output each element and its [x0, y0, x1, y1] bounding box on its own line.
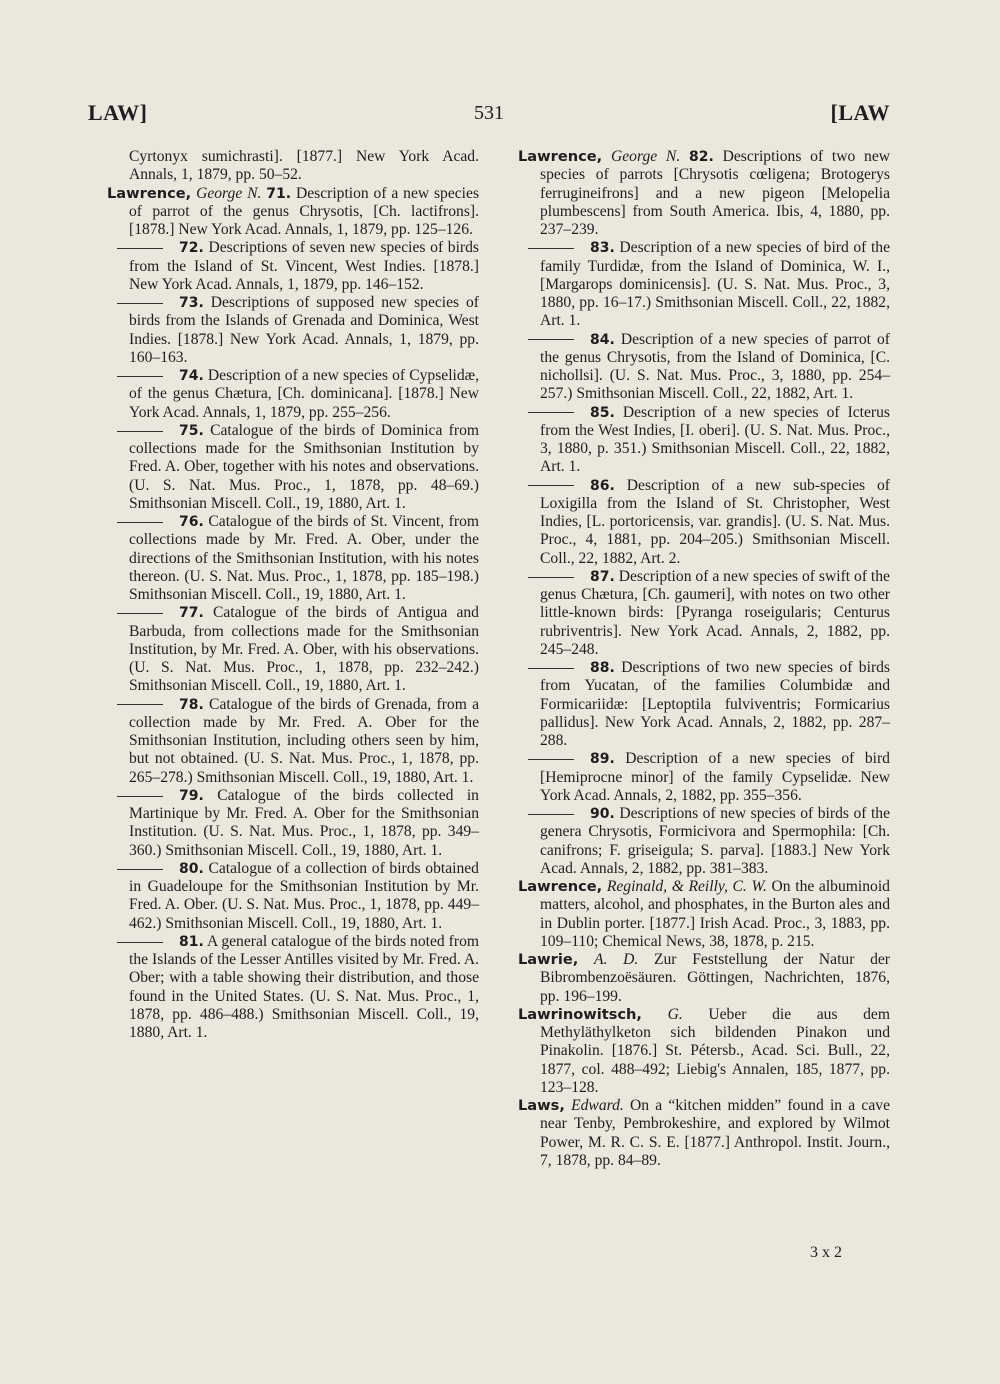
- entry-75: 75. Catalogue of the birds of Dominica from collections made for the Smithsonian Institution by Fred. A. Ober, together with his notes and observations. (U. S. Nat. Mus. Proc., 1, 1878, pp. 48–69.) Smithsonian Miscell. Coll., 19, 1880, Art. 1.: [107, 422, 479, 513]
- entry-81: 81. A general catalogue of the birds noted from the Islands of the Lesser Antilles visited by Mr. Fred. A. Ober; with a table showing their distribution, and those found in the United States. (U. S. Nat. Mus. Proc., 1, 1878, pp. 486–488.) Smithsonian Miscell. Coll., 19, 1880, Art. 1.: [107, 933, 479, 1043]
- signature-mark: 3 x 2: [810, 1244, 842, 1261]
- entry-86: 86. Description of a new sub-species of Loxigilla from the Island of St. Christopher, West Indies, [L. portoricensis, var. grandis]. (U. S. Nat. Mus. Proc., 4, 1881, pp. 204–205.) Smithsonian Miscell. Coll., 22, 1882, Art. 2.: [518, 477, 890, 568]
- right-column: [518, 148, 890, 1170]
- running-header: [88, 100, 890, 140]
- entry-74: 74. Description of a new species of Cypselidæ, of the genus Chætura, [Ch. dominicana]. [1878.] New York Acad. Annals, 1, 1879, pp. 255–256.: [107, 367, 479, 422]
- left-column: [107, 148, 479, 1042]
- entry-continuation: Cyrtonyx sumichrasti]. [1877.] New York Acad. Annals, 1, 1879, pp. 50–52.: [129, 148, 479, 184]
- entry-85: 85. Description of a new species of Icterus from the West Indies, [I. oberi]. (U. S. Nat. Mus. Proc., 3, 1880, p. 351.) Smithsonian Miscell. Coll., 22, 1882, Art. 1.: [518, 404, 890, 477]
- entry-89: 89. Description of a new species of bird [Hemiprocne minor] of the family Cypselidæ. New York Acad. Annals, 2, 1882, pp. 355–356.: [518, 750, 890, 805]
- entry-79: 79. Catalogue of the birds collected in Martinique by Mr. Fred. A. Ober for the Smithsonian Institution. (U. S. Nat. Mus. Proc., 1, 1878, pp. 349–360.) Smithsonian Miscell. Coll., 19, 1880, Art. 1.: [107, 787, 479, 860]
- entry-87: 87. Description of a new species of swift of the genus Chætura, [Ch. gaumeri], with notes on two other little-known birds: [Pyranga roseigularis; Centurus rubriventris]. New York Acad. Annals, 2, 1882, pp. 245–248.: [518, 568, 890, 659]
- entry-laws: Laws, Edward. On a “kitchen midden” found in a cave near Tenby, Pembrokeshire, and explored by Wilmot Power, M. R. C. S. E. [1877.] Anthropol. Instit. Journ., 7, 1878, pp. 84–89.: [518, 1097, 890, 1169]
- entry-88: 88. Descriptions of two new species of birds from Yucatan, of the families Columbidæ and Formicariidæ: [Leptoptila fulviventris; Formicarius pallidus]. New York Acad. Annals, 2, 1882, pp. 287–288.: [518, 659, 890, 750]
- entry-78: 78. Catalogue of the birds of Grenada, from a collection made by Mr. Fred. A. Ober for the Smithsonian Institution, including others seen by him, but not obtained. (U. S. Nat. Mus. Proc., 1, 1878, pp. 265–278.) Smithsonian Miscell. Coll., 19, 1880, Art. 1.: [107, 696, 479, 787]
- entry-71: Lawrence, George N. 71. Description of a new species of parrot of the genus Chrysotis, [Ch. lactifrons]. [1878.] New York Acad. Annals, 1, 1879, pp. 125–126.: [107, 184, 480, 238]
- page-number: 531: [474, 102, 504, 124]
- entry-84: 84. Description of a new species of parrot of the genus Chrysotis, from the Island of Dominica, [C. nichollsi]. (U. S. Nat. Mus. Proc., 3, 1880, pp. 254–257.) Smithsonian Miscell. Coll., 22, 1882, Art. 1.: [518, 331, 890, 404]
- entry-82: Lawrence, George N. 82. Descriptions of two new species of parrots [Chrysotis cœligena; Brotogerys ferrugineifrons] and a new pigeon [Melopelia plumbescens] from South America. Ibis, 4, 1880, pp. 237–239.: [518, 148, 891, 238]
- entry-83: 83. Description of a new species of bird of the family Turdidæ, from the Island of Dominica, W. I., [Margarops dominicensis]. (U. S. Nat. Mus. Proc., 3, 1880, pp. 16–17.) Smithsonian Miscell. Coll., 22, 1882, Art. 1.: [518, 239, 890, 330]
- entry-80: 80. Catalogue of a collection of birds obtained in Guadeloupe for the Smithsonian Institution by Mr. Fred. A. Ober. (U. S. Nat. Mus. Proc., 1, 1878, pp. 449–462.) Smithsonian Miscell. Coll., 19, 1880, Art. 1.: [107, 860, 479, 933]
- entry-90: 90. Descriptions of new species of birds of the genera Chrysotis, Formicivora and Spermophila: [Ch. canifrons; F. griseigula; S. parva]. [1883.] New York Acad. Annals, 2, 1882, pp. 381–383.: [518, 805, 890, 878]
- header-right: [LAW: [830, 100, 890, 125]
- entry-lawrie: Lawrie, A. D. Zur Feststellung der Natur der Bibrombenzoësäuren. Göttingen, Nachrichten, 1876, pp. 196–199.: [518, 951, 890, 1005]
- entry-lawrinowitsch: Lawrinowitsch, G. Ueber die aus dem Methyläthylketon sich bildenden Pinakon und Pinakolin. [1876.] St. Pétersb., Acad. Sci. Bull., 22, 1877, col. 488–492; Liebig's Annalen, 185, 1877, pp. 123–128.: [518, 1005, 890, 1096]
- header-left: LAW]: [88, 100, 148, 125]
- entry-73: 73. Descriptions of supposed new species of birds from the Islands of Grenada and Dominica, West Indies. [1878.] New York Acad. Annals, 1, 1879, pp. 160–163.: [107, 294, 479, 367]
- entry-lawrence-reginald: Lawrence, Reginald, & Reilly, C. W. On the albuminoid matters, alcohol, and phosphates, in the Burton ales and in Dublin porter. [1877.] Irish Acad. Proc., 3, 1883, pp. 109–110; Chemical News, 38, 1878, p. 215.: [518, 878, 890, 950]
- entry-77: 77. Catalogue of the birds of Antigua and Barbuda, from collections made for the Smithsonian Institution, by Mr. Fred. A. Ober, with his observations. (U. S. Nat. Mus. Proc., 1, 1878, pp. 232–242.) Smithsonian Miscell. Coll., 19, 1880, Art. 1.: [107, 604, 479, 695]
- entry-72: 72. Descriptions of seven new species of birds from the Island of St. Vincent, West Indies. [1878.] New York Acad. Annals, 1, 1879, pp. 146–152.: [107, 239, 479, 294]
- entry-76: 76. Catalogue of the birds of St. Vincent, from collections made by Mr. Fred. A. Ober, under the directions of the Smithsonian Institution, with his notes thereon. (U. S. Nat. Mus. Proc., 1, 1878, pp. 185–198.) Smithsonian Miscell. Coll., 19, 1880, Art. 1.: [107, 513, 479, 604]
